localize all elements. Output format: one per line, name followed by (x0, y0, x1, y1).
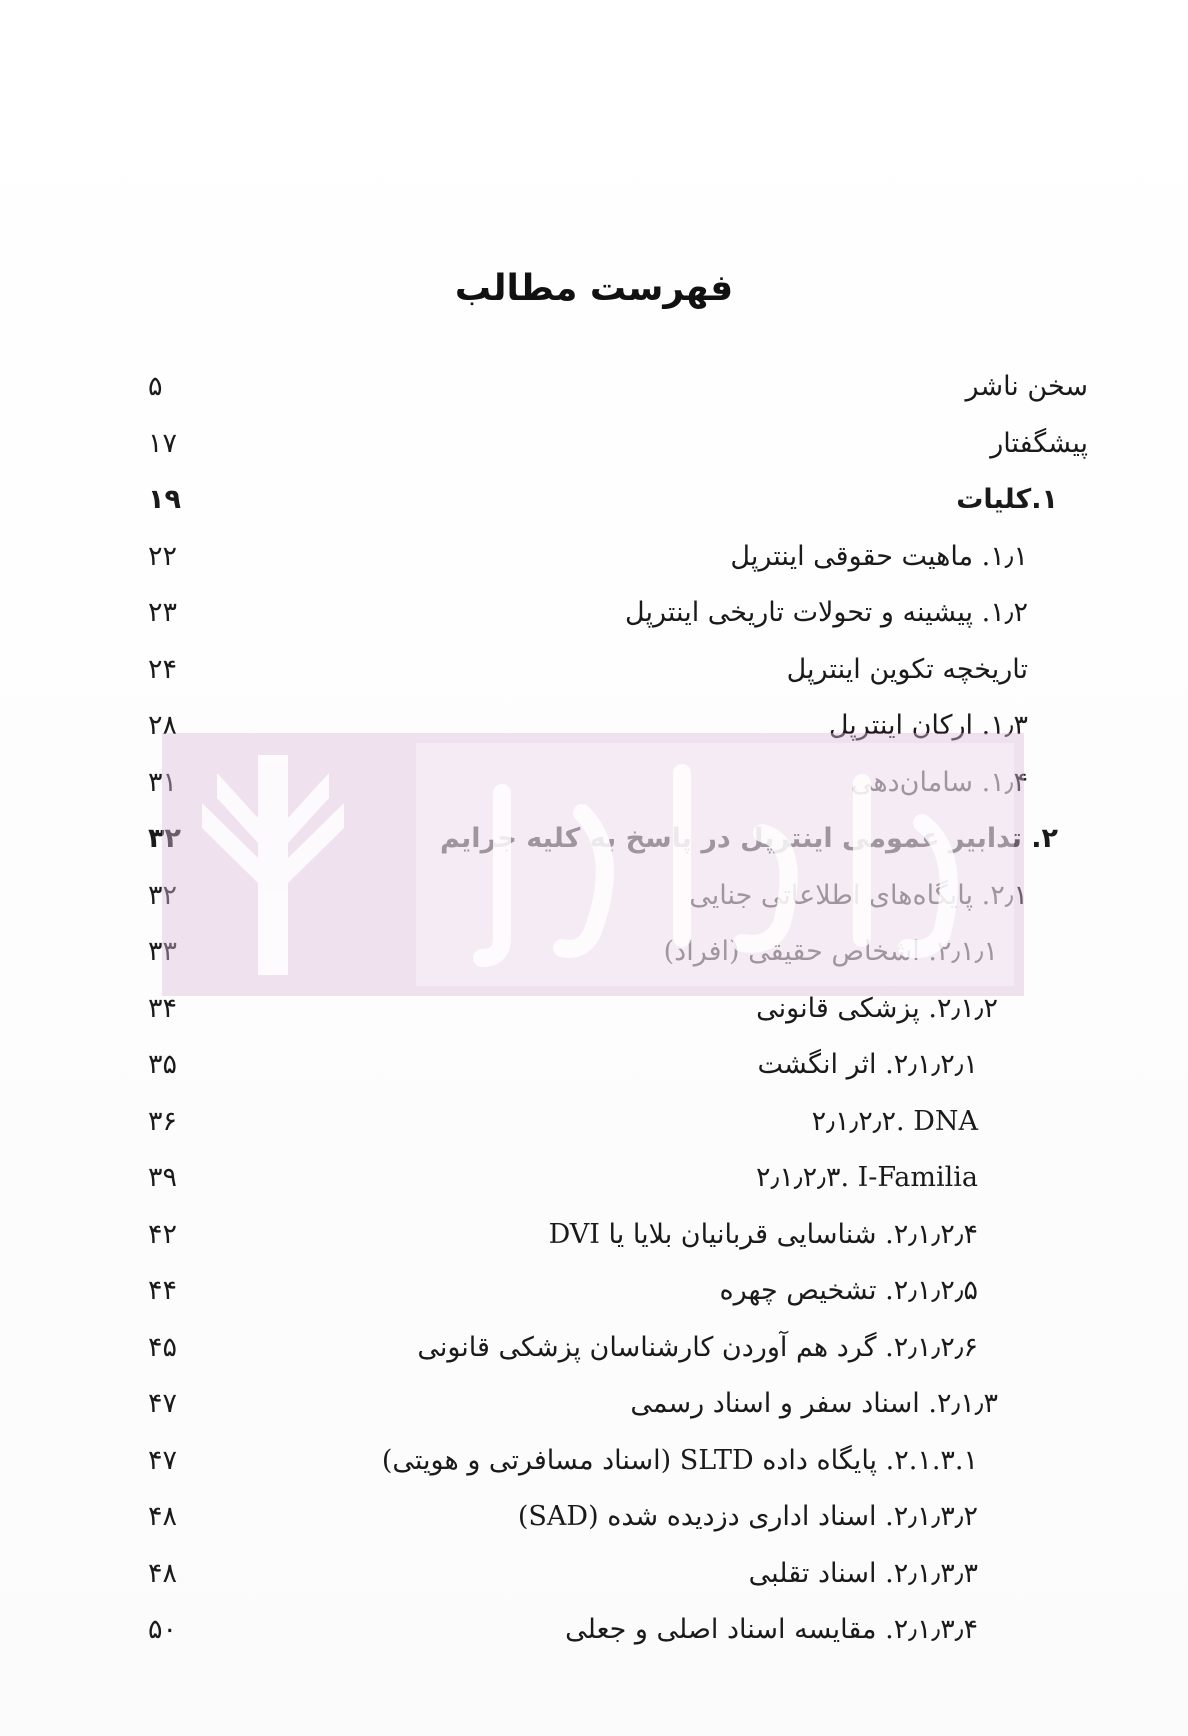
toc-entry (0, 419, 1188, 469)
toc-page-number: ۲۲ (148, 540, 178, 572)
toc-entry (0, 532, 1188, 582)
toc-entry (0, 984, 1188, 1034)
toc-entry-title: ۲٫۱٫۳٫۴. مقایسه اسناد اصلی و جعلی (565, 1614, 978, 1645)
toc-entry (0, 1492, 1188, 1542)
toc-entry-title: ۲٫۱٫۳. اسناد سفر و اسناد رسمی (630, 1388, 998, 1419)
toc-page-number: ۴۸ (148, 1557, 178, 1589)
toc-entry-title: ۱٫۳. ارکان اینترپل (828, 710, 1028, 741)
toc-entry-title: ۲.۱.۳.۱. پایگاه داده SLTD (اسناد مسافرتی و هویتی) (381, 1444, 978, 1476)
toc-entry (0, 645, 1188, 695)
toc-page-number: ۴۵ (148, 1331, 178, 1363)
toc-entry (0, 927, 1188, 977)
toc-entry-title: ۲٫۱٫۲٫۱. اثر انگشت (757, 1049, 978, 1080)
toc-entry-title: ۲٫۱. پایگاه‌های اطلاعاتی جنایی (689, 879, 1028, 911)
toc-page-number: ۲۸ (148, 710, 178, 741)
toc-entry-title: ۲٫۱٫۲٫۴. شناسایی قربانیان بلایا یا DVI (548, 1218, 978, 1250)
toc-entry-title: ۲٫۱٫۲٫۲. DNA (811, 1105, 978, 1137)
toc-page-number: ۳۶ (148, 1105, 178, 1137)
toc-entry (0, 1040, 1188, 1090)
page-title: فهرست مطالب (454, 268, 734, 309)
toc-page-number: ۴۲ (148, 1218, 178, 1250)
toc-entry (0, 871, 1188, 921)
toc-entry-title: ۱٫۱. ماهیت حقوقی اینترپل (730, 540, 1028, 572)
toc-page-number: ۳۱ (148, 766, 178, 798)
toc-entry (0, 814, 1188, 864)
toc-page-number: ۴۴ (148, 1275, 178, 1306)
toc-entry (0, 1549, 1188, 1599)
toc-entry (0, 758, 1188, 808)
toc-entry (0, 588, 1188, 638)
toc-entry-title: ۲٫۱٫۱. اشخاص حقیقی (افراد) (663, 936, 998, 967)
toc-page-number: ۴۷ (148, 1388, 178, 1419)
toc-entry-title: سخن ناشر (965, 371, 1088, 402)
toc-page-number: ۲۳ (148, 597, 178, 628)
toc-page-number: ۳۴ (148, 992, 178, 1024)
toc-entry (0, 701, 1188, 751)
toc-entry (0, 362, 1188, 412)
toc-entry-title: ۲٫۱٫۲٫۳. I-Familia (756, 1162, 978, 1193)
toc-entry (0, 1097, 1188, 1147)
toc-entry (0, 1605, 1188, 1655)
toc-page-number: ۳۹ (148, 1162, 178, 1193)
toc-page-number: ۵ (148, 371, 163, 402)
toc-entry-title: ۲٫۱٫۳٫۲. اسناد اداری دزدیده شده (SAD) (517, 1501, 978, 1532)
toc-page-number: ۲۴ (148, 653, 178, 685)
toc-page-number: ۳۲ (148, 879, 178, 911)
toc-page-number: ۱۷ (148, 427, 178, 459)
toc-entry (0, 1379, 1188, 1429)
toc-entry-title: پیشگفتار (990, 427, 1088, 459)
toc-entry-title: ۱.کلیات (956, 484, 1058, 515)
toc-entry (0, 475, 1188, 525)
toc-page-number: ۳۳ (148, 936, 178, 967)
toc-entry (0, 1436, 1188, 1486)
toc-page-number: ۵۰ (148, 1614, 178, 1645)
toc-entry-title: تاریخچه تکوین اینترپل (786, 653, 1028, 685)
toc-page-number: ۱۹ (148, 484, 181, 515)
toc-entry (0, 1153, 1188, 1203)
toc-entry (0, 1266, 1188, 1316)
toc-entry (0, 1323, 1188, 1373)
toc-entry-title: ۱٫۲. پیشینه و تحولات تاریخی اینترپل (625, 597, 1028, 628)
toc-page-number: ۳۲ (148, 823, 181, 854)
toc-entry-title: ۲٫۱٫۳٫۳. اسناد تقلبی (748, 1557, 978, 1589)
toc-entry-title: ۱٫۴. سامان‌دهی (850, 766, 1028, 798)
toc-entry (0, 1210, 1188, 1260)
toc-entry-title: ۲. تدابیر عمومی اینترپل در پاسخ به کلیه جرایم (440, 823, 1058, 854)
toc-page-number: ۴۷ (148, 1444, 178, 1476)
toc-entry-title: ۲٫۱٫۲٫۵. تشخیص چهره (719, 1275, 978, 1306)
toc-entry-title: ۲٫۱٫۲٫۶. گرد هم آوردن کارشناسان پزشکی قانونی (417, 1331, 978, 1363)
toc-page-number: ۴۸ (148, 1501, 178, 1532)
toc-entry-title: ۲٫۱٫۲. پزشکی قانونی (756, 992, 998, 1024)
toc-page-number: ۳۵ (148, 1049, 178, 1080)
